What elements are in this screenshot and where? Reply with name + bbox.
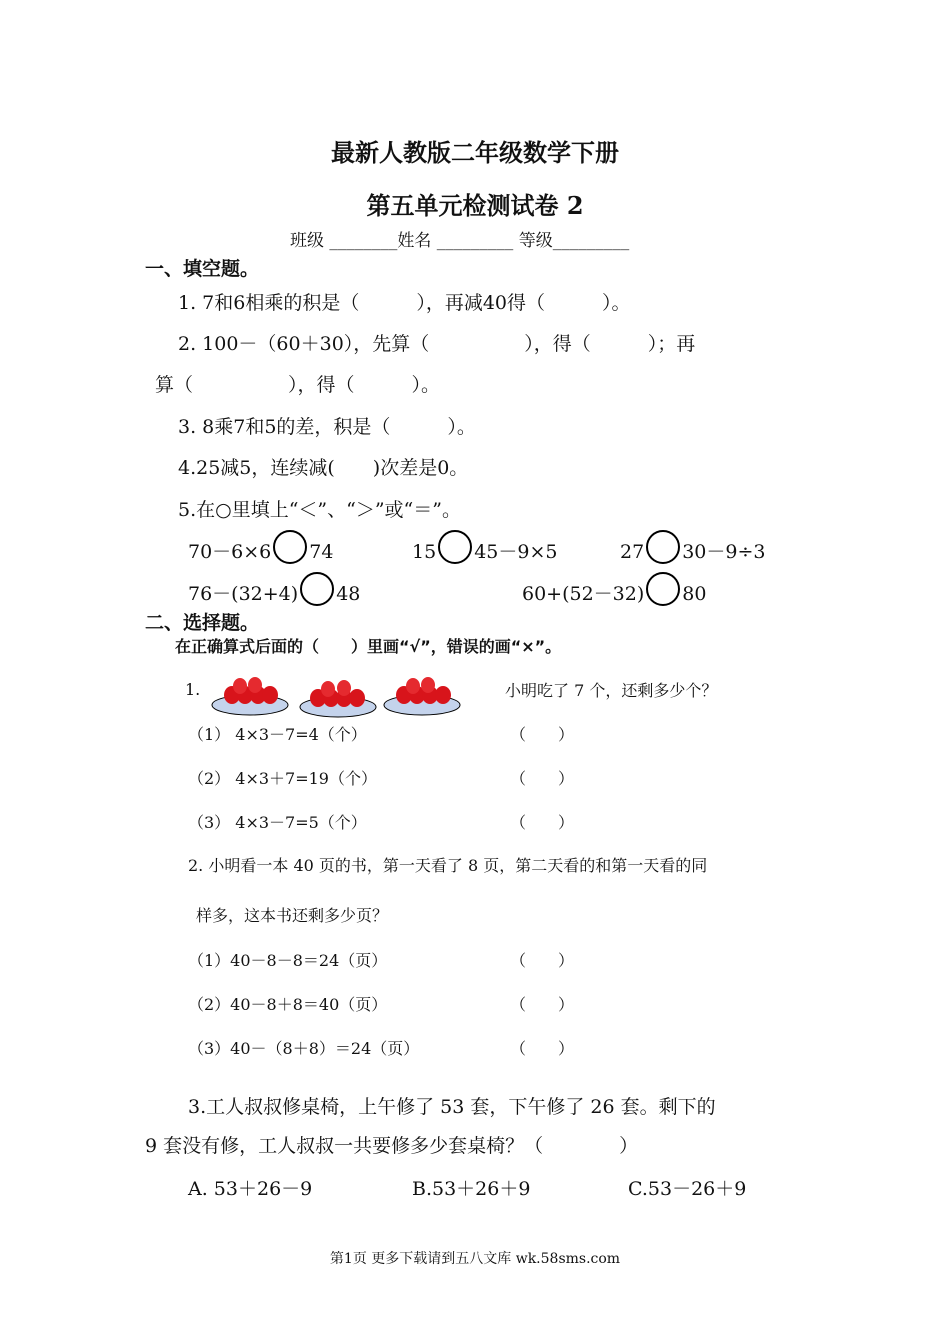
compare-right: 45－9×5	[474, 541, 558, 563]
section-heading-choice: 二、选择题。	[145, 612, 260, 634]
answer-blank[interactable]: （ ）	[510, 951, 575, 970]
question-3: 3. 8乘7和5的差，积是（ ）。	[178, 416, 476, 438]
compare-left: 70－6×6	[188, 541, 272, 563]
problem-1-option-2: （2） 4×3＋7=19（个）	[188, 769, 377, 788]
answer-blank[interactable]: （ ）	[510, 995, 575, 1014]
choice-c[interactable]: C.53－26＋9	[628, 1178, 747, 1200]
compare-item	[188, 536, 333, 570]
problem-2-option-2: （2）40－8＋8＝40（页）	[188, 995, 388, 1014]
choice-instruction: 在正确算式后面的（ ）里画“√”，错误的画“×”。	[175, 637, 562, 656]
compare-left: 60+(52－32)	[522, 583, 645, 605]
answer-blank[interactable]: （ ）	[510, 769, 575, 788]
compare-left: 15	[412, 541, 437, 563]
compare-item	[620, 536, 765, 570]
choice-a[interactable]: A. 53＋26－9	[188, 1178, 313, 1200]
student-info-line: 班级 ________姓名 _________ 等级_________	[290, 231, 630, 251]
question-4: 4.25减5，连续减( )次差是0。	[178, 457, 469, 479]
problem-2-option-1: （1）40－8－8＝24（页）	[188, 951, 388, 970]
compare-right: 74	[309, 541, 334, 563]
apple-plate-icon	[212, 677, 288, 715]
compare-circle-icon[interactable]	[646, 530, 680, 564]
page-title-line1: 最新人教版二年级数学下册	[331, 138, 619, 167]
answer-blank[interactable]: （ ）	[510, 1039, 575, 1058]
page-title-line2: 第五单元检测试卷 2	[366, 191, 584, 220]
problem-1-question: 小明吃了 7 个，还剩多少个？	[505, 681, 718, 700]
compare-circle-icon[interactable]	[273, 530, 307, 564]
apple-plate-icon	[300, 680, 376, 717]
compare-circle-icon[interactable]	[300, 572, 334, 606]
answer-blank[interactable]: （ ）	[510, 813, 575, 832]
compare-right: 48	[336, 583, 361, 605]
apple-plates-image	[210, 673, 465, 721]
question-2-line1: 2. 100－（60＋30），先算（ ），得（ ）；再	[178, 333, 696, 355]
compare-item	[188, 578, 360, 612]
question-2-line2: 算（ ），得（ ）。	[155, 374, 441, 396]
compare-circle-icon[interactable]	[438, 530, 472, 564]
choice-b[interactable]: B.53＋26＋9	[412, 1178, 531, 1200]
compare-circle-icon[interactable]	[646, 572, 680, 606]
problem-1-number: 1.	[185, 680, 201, 699]
page-footer: 第1页 更多下载请到五八文库 wk.58sms.com	[329, 1251, 621, 1267]
apple-plate-icon	[384, 677, 460, 715]
compare-item	[522, 578, 706, 612]
section-heading-fill-blank: 一、填空题。	[145, 258, 260, 280]
compare-left: 27	[620, 541, 645, 563]
compare-item	[412, 536, 557, 570]
question-5: 5.在○里填上“＜”、“＞”或“＝”。	[178, 499, 461, 521]
problem-3-line1: 3.工人叔叔修桌椅，上午修了 53 套，下午修了 26 套。剩下的	[188, 1096, 716, 1118]
answer-blank[interactable]: （ ）	[510, 725, 575, 744]
question-1: 1. 7和6相乘的积是（ ），再减40得（ ）。	[178, 292, 631, 314]
compare-right: 30－9÷3	[682, 541, 766, 563]
problem-2-line1: 2. 小明看一本 40 页的书，第一天看了 8 页，第二天看的和第一天看的同	[188, 856, 708, 875]
compare-left: 76－(32+4)	[188, 583, 299, 605]
problem-2-line2: 样多，这本书还剩多少页？	[196, 906, 389, 925]
compare-right: 80	[682, 583, 707, 605]
problem-1-option-1: （1） 4×3－7=4（个）	[188, 725, 367, 744]
problem-2-option-3: （3）40－（8＋8）＝24（页）	[188, 1039, 420, 1058]
problem-3-line2: 9 套没有修，工人叔叔一共要修多少套桌椅？（ ）	[145, 1135, 639, 1157]
problem-1-option-3: （3） 4×3－7=5（个）	[188, 813, 367, 832]
